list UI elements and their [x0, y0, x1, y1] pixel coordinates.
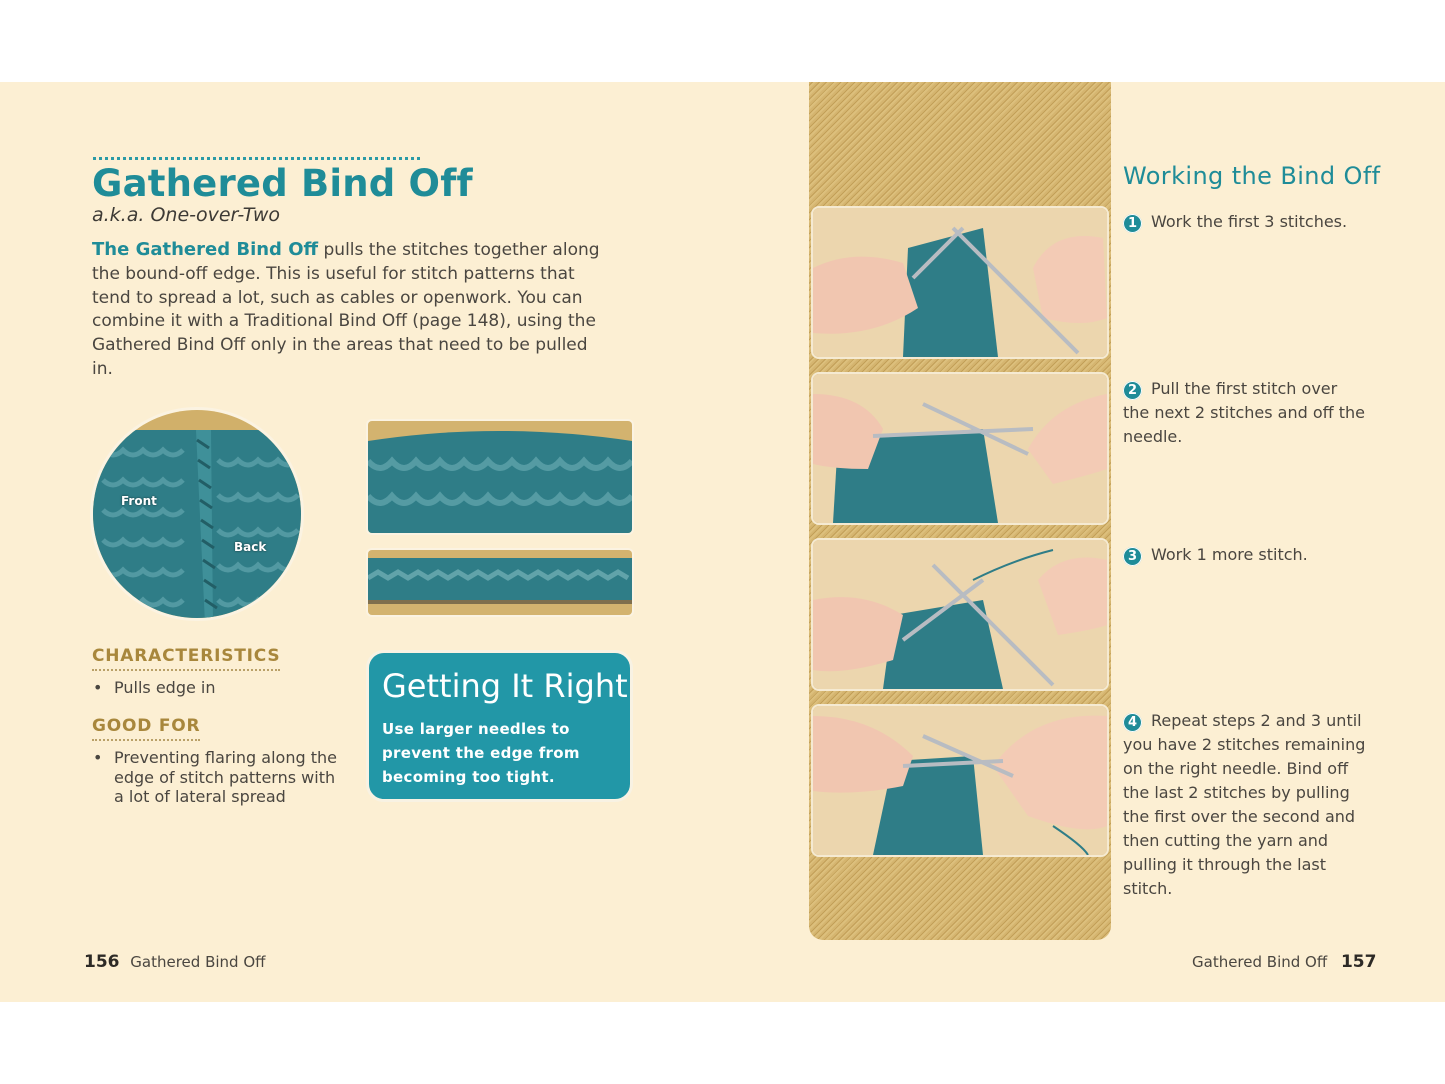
- step-1-image: [813, 208, 1107, 357]
- step-4-text: Repeat steps 2 and 3 until you have 2 stitches remaining on the right needle. Bind off the last 2 stitches by pulling the first over the second and then cutting the yarn and pulling it through the last stitch.: [1123, 711, 1366, 898]
- knit-closeup-image: [93, 410, 304, 621]
- step-3-photo: [811, 538, 1109, 691]
- section-title: Working the Bind Off: [1123, 162, 1381, 190]
- folio-right: [1192, 952, 1376, 972]
- page-title: Gathered Bind Off: [92, 162, 473, 205]
- tip-title: Getting It Right: [382, 667, 628, 705]
- book-spread: [0, 82, 1445, 1002]
- step-1: [1123, 210, 1385, 234]
- characteristics-heading: CHARACTERISTICS: [92, 646, 280, 671]
- intro-lead: The Gathered Bind Off: [92, 239, 319, 260]
- page-number-right: 157: [1340, 952, 1377, 972]
- front-label: Front: [121, 494, 157, 508]
- good-for-item: • Preventing flaring along the edge of stitch patterns with a lot of lateral spread: [114, 748, 339, 807]
- edge-top-photo: [366, 419, 634, 535]
- folio-left: [84, 952, 265, 972]
- edge-side-photo: [366, 548, 634, 617]
- step-2: [1123, 377, 1368, 449]
- step-1-text: Work the first 3 stitches.: [1151, 212, 1348, 231]
- step-number-4: 4: [1123, 713, 1142, 732]
- edge-closeup-photo: [90, 407, 304, 621]
- step-4: [1123, 709, 1378, 901]
- knit-edge-top-image: [368, 421, 632, 533]
- step-number-1: 1: [1123, 214, 1142, 233]
- running-head-right: Gathered Bind Off: [1192, 953, 1328, 971]
- tip-body: Use larger needles to prevent the edge from becoming too tight.: [382, 720, 580, 786]
- good-for-heading: GOOD FOR: [92, 716, 200, 741]
- step-4-image: [813, 706, 1107, 855]
- step-3-image: [813, 540, 1107, 689]
- intro-paragraph: [92, 238, 612, 382]
- tip-box: [366, 650, 633, 802]
- step-4-photo: [811, 704, 1109, 857]
- aka-subtitle: a.k.a. One-over-Two: [92, 204, 281, 226]
- step-2-text: Pull the first stitch over the next 2 stitches and off the needle.: [1123, 379, 1366, 446]
- intro-text: pulls the stitches together along the bound-off edge. This is useful for stitch patterns that tend to spread a lot, such as cables or openwork. You can combine it with a Traditional Bind Off (page 148), using the Gathered Bind Off only in the areas that need to be pulled in.: [92, 240, 600, 379]
- step-1-photo: [811, 206, 1109, 359]
- title-dotted-rule: [93, 157, 420, 160]
- step-number-3: 3: [1123, 547, 1142, 566]
- page-number-left: 156: [84, 952, 120, 972]
- knit-edge-side-image: [368, 550, 632, 615]
- step-number-2: 2: [1123, 381, 1142, 400]
- step-2-photo: [811, 372, 1109, 525]
- step-2-image: [813, 374, 1107, 523]
- characteristics-item: • Pulls edge in: [114, 678, 314, 698]
- step-3-text: Work 1 more stitch.: [1151, 545, 1308, 564]
- step-3: [1123, 543, 1385, 567]
- running-head-left: Gathered Bind Off: [130, 953, 266, 971]
- back-label: Back: [234, 540, 267, 554]
